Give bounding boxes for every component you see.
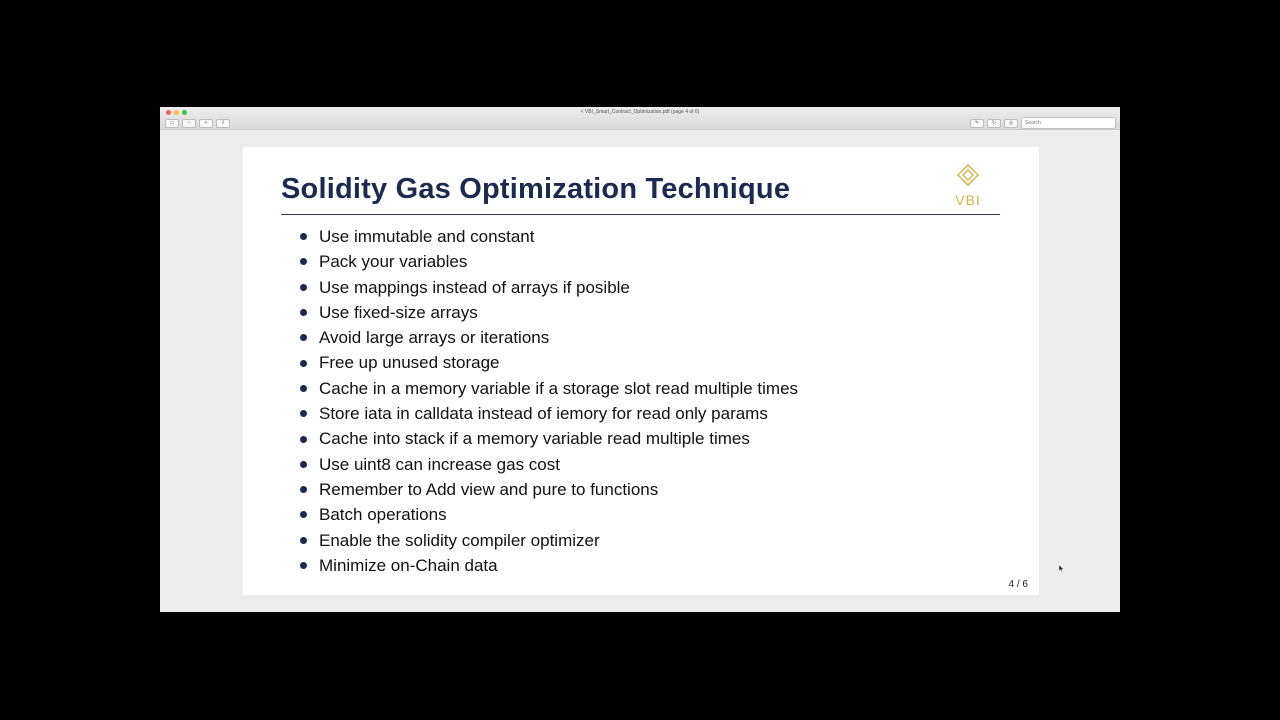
search-input[interactable]: [1021, 117, 1116, 129]
bullet-text: Use mappings instead of arrays if posible: [319, 277, 630, 297]
bullet-item: [300, 376, 798, 401]
bullet-item: [300, 452, 798, 477]
zoom-out-button[interactable]: [182, 119, 196, 128]
pdf-viewer-window: [160, 107, 1120, 612]
highlight-icon: ◎: [1008, 119, 1014, 126]
bullet-text: Batch operations: [319, 505, 447, 525]
pdf-page: [243, 147, 1039, 595]
title-bar: [160, 107, 1120, 130]
bullet-text: Pack your variables: [319, 252, 468, 272]
slide-title: Solidity Gas Optimization Technique: [281, 173, 791, 205]
bullet-item: [300, 426, 798, 451]
bullet-icon: [300, 410, 307, 417]
mouse-cursor-icon: [1059, 565, 1064, 572]
bullet-text: Use uint8 can increase gas cost: [319, 454, 560, 474]
rotate-button[interactable]: [987, 119, 1001, 128]
bullet-icon: [300, 233, 307, 240]
bullet-item: [300, 350, 798, 375]
bullet-icon: [300, 360, 307, 367]
bullet-item: [300, 528, 798, 553]
bullet-text: Enable the solidity compiler optimizer: [319, 530, 600, 550]
bullet-icon: [300, 486, 307, 493]
bullet-icon: [300, 511, 307, 518]
toolbar-right: [970, 117, 1116, 129]
bullet-text: Minimize on-Chain data: [319, 555, 498, 575]
rotate-icon: ↻: [991, 119, 997, 126]
bullet-text: Use fixed-size arrays: [319, 302, 478, 322]
bullet-item: [300, 249, 798, 274]
bullet-text: Avoid large arrays or iterations: [319, 328, 550, 348]
bullet-item: [300, 300, 798, 325]
title-divider: [281, 214, 1000, 215]
window-title: < VBI_Smart_Contract_Optimization.pdf (page 4 of 6): [580, 109, 700, 115]
bullet-text: Use immutable and constant: [319, 227, 535, 246]
bullet-item: [300, 502, 798, 527]
page-number: 4 / 6: [1008, 579, 1028, 590]
bullet-item: [300, 401, 798, 426]
bullet-icon: [300, 562, 307, 569]
bullet-text: Store iata in calldata instead of iemory for read only params: [319, 404, 768, 424]
bullet-item: [300, 553, 798, 578]
toolbar-left: [165, 119, 230, 128]
bullet-item: [300, 224, 798, 249]
bullet-item: [300, 275, 798, 300]
share-icon: ⇪: [220, 120, 226, 126]
sidebar-toggle-button[interactable]: [165, 119, 179, 128]
bullet-text: Remember to Add view and pure to functions: [319, 479, 659, 499]
bullet-text: Cache into stack if a memory variable read multiple times: [319, 429, 750, 449]
bullet-icon: [300, 309, 307, 316]
bullet-icon: [300, 537, 307, 544]
bullet-list: [300, 224, 798, 578]
vbi-logo: [945, 163, 991, 209]
bullet-item: [300, 325, 798, 350]
zoom-out-icon: −: [187, 120, 191, 126]
bullet-icon: [300, 385, 307, 392]
bullet-text: Cache in a memory variable if a storage slot read multiple times: [319, 378, 799, 398]
markup-button[interactable]: [970, 119, 984, 128]
bullet-icon: [300, 461, 307, 468]
bullet-icon: [300, 284, 307, 291]
zoom-in-icon: +: [204, 120, 208, 126]
share-button[interactable]: [216, 119, 230, 128]
highlight-button[interactable]: [1004, 119, 1018, 128]
logo-text: VBI: [955, 192, 981, 208]
bullet-icon: [300, 436, 307, 443]
pen-icon: ✎: [974, 119, 980, 126]
bullet-icon: [300, 334, 307, 341]
sidebar-icon: ▭: [169, 120, 175, 126]
bullet-icon: [300, 258, 307, 265]
bullet-item: [300, 477, 798, 502]
zoom-in-button[interactable]: [199, 119, 213, 128]
bullet-text: Free up unused storage: [319, 353, 500, 373]
